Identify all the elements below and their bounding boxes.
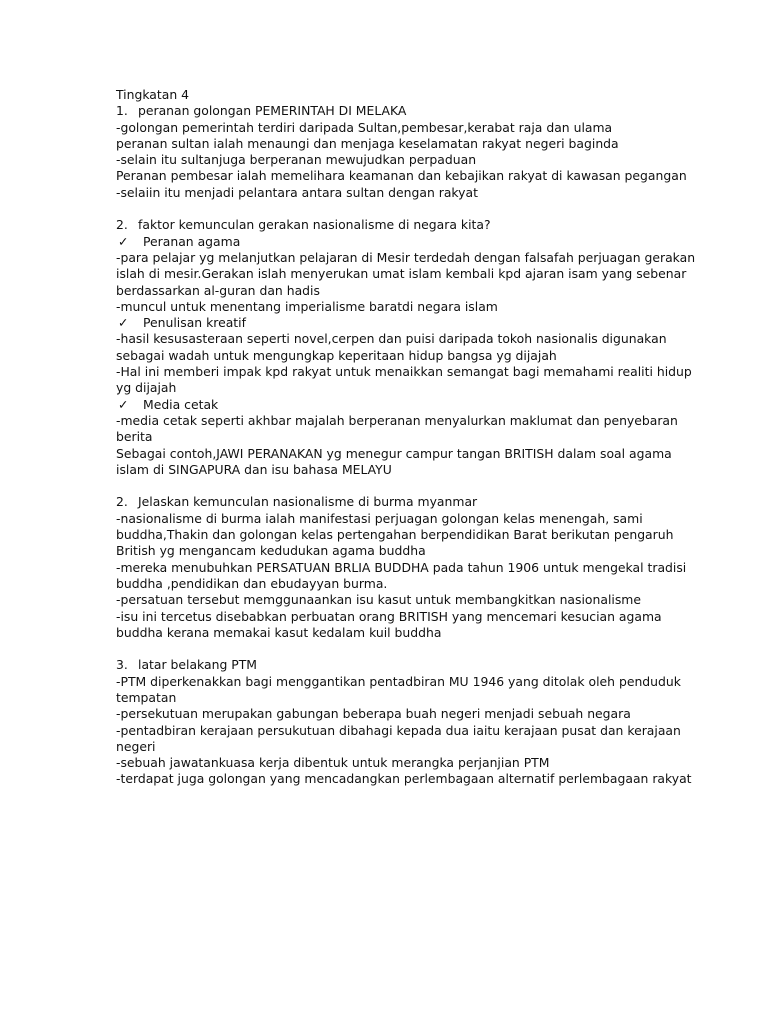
text-line: -selain itu sultanjuga berperanan mewujudkan perpaduan bbox=[116, 152, 477, 168]
text-line: buddha kerana memakai kasut kedalam kuil buddha bbox=[116, 624, 442, 640]
paragraph-spacer bbox=[116, 478, 736, 494]
bullet-item bbox=[116, 397, 736, 413]
text-line: negeri bbox=[116, 738, 156, 754]
text-line: -para pelajar yg melanjutkan pelajaran di Mesir terdedah dengan falsafah perjuagan gerakan bbox=[116, 249, 696, 265]
text-line: -sebuah jawatankuasa kerja dibentuk untuk merangka perjanjian PTM bbox=[116, 755, 550, 771]
text-line: -mereka menubuhkan PERSATUAN BRLIA BUDDHA pada tahun 1906 untuk mengekal tradisi bbox=[116, 559, 687, 575]
text-line: -terdapat juga golongan yang mencadangkan perlembagaan alternatif perlembagaan rakyat bbox=[116, 771, 692, 787]
bullet-item bbox=[116, 315, 736, 331]
text-line: -golongan pemerintah terdiri daripada Sultan,pembesar,kerabat raja dan ulama bbox=[116, 119, 613, 135]
text-line: buddha,Thakin dan golongan kelas pertengahan berpendidikan Barat berikutan pengaruh bbox=[116, 527, 674, 543]
text-line: islah di mesir.Gerakan islah menyerukan umat islam kembali kpd ajaran isam yang sebenar bbox=[116, 266, 687, 282]
text-line: islam di SINGAPURA dan isu bahasa MELAYU bbox=[116, 461, 392, 477]
text-line: yg dijajah bbox=[116, 380, 177, 396]
section-number: 2. bbox=[116, 494, 128, 510]
section-heading: faktor kemunculan gerakan nasionalisme di negara kita? bbox=[138, 217, 491, 233]
bullet-label: Peranan agama bbox=[143, 233, 241, 249]
document-page bbox=[116, 87, 736, 788]
section-3-heading-line bbox=[116, 494, 736, 510]
text-line: Sebagai contoh,JAWI PERANAKAN yg menegur campur tangan BRITISH dalam soal agama bbox=[116, 445, 672, 461]
section-4-heading-line bbox=[116, 657, 736, 673]
text-line: buddha ,pendidikan dan ebudayyan burma. bbox=[116, 575, 388, 591]
text-line: Peranan pembesar ialah memelihara keamanan dan kebajikan rakyat di kawasan pegangan bbox=[116, 168, 687, 184]
bullet-item bbox=[116, 234, 736, 250]
text-line: -Hal ini memberi impak kpd rakyat untuk menaikkan semangat bagi memahami realiti hidup bbox=[116, 364, 692, 380]
text-line: tempatan bbox=[116, 689, 177, 705]
checkmark-icon: ✓ bbox=[118, 396, 129, 412]
bullet-label: Media cetak bbox=[143, 396, 219, 412]
text-line: -nasionalisme di burma ialah manifestasi perjuagan golongan kelas menengah, sami bbox=[116, 510, 643, 526]
section-2-heading-line bbox=[116, 217, 736, 233]
section-number: 1. bbox=[116, 103, 128, 119]
text-line: -isu ini tercetus disebabkan perbuatan orang BRITISH yang mencemari kesucian agama bbox=[116, 608, 662, 624]
text-line: -PTM diperkenakkan bagi menggantikan pentadbiran MU 1946 yang ditolak oleh penduduk bbox=[116, 673, 681, 689]
text-line: -hasil kesusasteraan seperti novel,cerpen dan puisi daripada tokoh nasionalis digunakan bbox=[116, 331, 667, 347]
checkmark-icon: ✓ bbox=[118, 315, 129, 331]
text-line: -persekutuan merupakan gabungan beberapa buah negeri menjadi sebuah negara bbox=[116, 706, 631, 722]
bullet-label: Penulisan kreatif bbox=[143, 315, 246, 331]
text-line: British yg mengancam kedudukan agama buddha bbox=[116, 543, 426, 559]
section-heading: Jelaskan kemunculan nasionalisme di burma myanmar bbox=[138, 494, 478, 510]
text-line: peranan sultan ialah menaungi dan menjaga keselamatan rakyat negeri baginda bbox=[116, 135, 619, 151]
text-line: -selaiin itu menjadi pelantara antara sultan dengan rakyat bbox=[116, 184, 478, 200]
text-line: berita bbox=[116, 429, 153, 445]
section-number: 2. bbox=[116, 217, 128, 233]
checkmark-icon: ✓ bbox=[118, 233, 129, 249]
text-line: sebagai wadah untuk mengungkap keperitaan hidup bangsa yg dijajah bbox=[116, 347, 557, 363]
section-heading: latar belakang PTM bbox=[138, 657, 257, 673]
text-line: -pentadbiran kerajaan persukutuan dibahagi kepada dua iaitu kerajaan pusat dan kerajaan bbox=[116, 722, 681, 738]
paragraph-spacer bbox=[116, 641, 736, 657]
text-line: berdassarkan al-guran dan hadis bbox=[116, 282, 320, 298]
paragraph-spacer bbox=[116, 201, 736, 217]
document-title: Tingkatan 4 bbox=[116, 87, 190, 102]
section-heading: peranan golongan PEMERINTAH DI MELAKA bbox=[138, 103, 407, 119]
text-line: -media cetak seperti akhbar majalah berperanan menyalurkan maklumat dan penyebaran bbox=[116, 412, 678, 428]
section-1-heading-line bbox=[116, 103, 736, 119]
text-line: -persatuan tersebut memggunaankan isu kasut untuk membangkitkan nasionalisme bbox=[116, 592, 641, 608]
text-line: -muncul untuk menentang imperialisme baratdi negara islam bbox=[116, 298, 498, 314]
section-number: 3. bbox=[116, 657, 128, 673]
